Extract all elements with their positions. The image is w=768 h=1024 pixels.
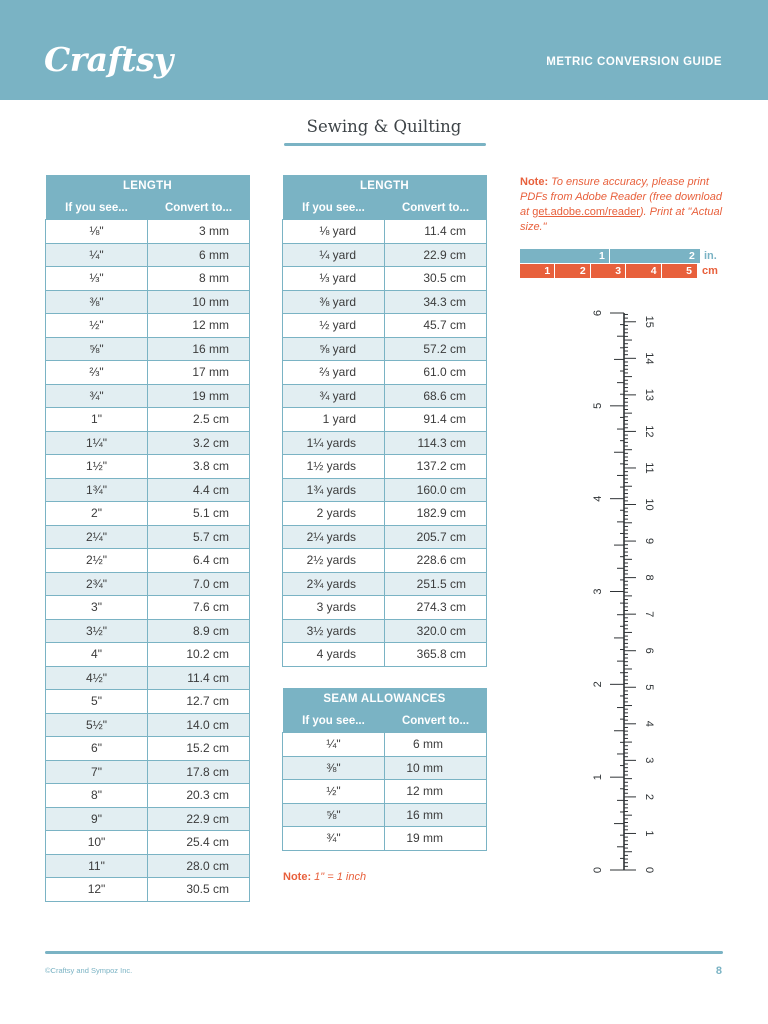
cm-tick — [590, 264, 591, 278]
cm-number: 15 — [643, 315, 655, 328]
measure-cell: ⅝ yard — [283, 337, 385, 361]
measure-cell: 1¾" — [46, 478, 148, 502]
table-row — [46, 831, 250, 855]
measure-cell: ½" — [283, 780, 385, 804]
measure-cell: 1¼" — [46, 431, 148, 455]
measure-cell: ¾ yard — [283, 384, 385, 408]
measure-cell: ⅓ yard — [283, 267, 385, 291]
cm-label: 2 — [579, 265, 586, 277]
measure-cell: 11" — [46, 854, 148, 878]
cm-number: 3 — [643, 757, 655, 764]
table-row — [46, 549, 250, 573]
measure-cell: ¼ yard — [283, 243, 385, 267]
length-yards-table — [282, 175, 487, 667]
table-title: LENGTH — [46, 175, 250, 197]
converted-cell: 11.4 cm — [385, 220, 487, 244]
accuracy-note — [520, 175, 725, 235]
converted-cell: 91.4 cm — [385, 408, 487, 432]
measure-cell: ¾" — [283, 827, 385, 851]
converted-cell: 251.5 cm — [385, 572, 487, 596]
measure-cell: 2½ yards — [283, 549, 385, 573]
cm-number: 11 — [643, 462, 655, 474]
table-row — [46, 690, 250, 714]
table-row — [46, 643, 250, 667]
note-label: Note: — [520, 176, 549, 188]
inch-number: 1 — [592, 774, 604, 781]
converted-cell: 16 mm — [148, 337, 250, 361]
cm-unit-label: cm — [702, 265, 718, 277]
vertical-ruler — [588, 305, 668, 885]
table-row — [46, 290, 250, 314]
table-row — [283, 314, 487, 338]
inch-number: 3 — [592, 588, 604, 595]
converted-cell: 10 mm — [148, 290, 250, 314]
measure-cell: 1" — [46, 408, 148, 432]
table-row — [46, 408, 250, 432]
converted-cell: 12 mm — [148, 314, 250, 338]
cm-label: 3 — [615, 265, 622, 277]
inch-number: 6 — [592, 309, 604, 317]
converted-cell: 17 mm — [148, 361, 250, 385]
converted-cell: 61.0 cm — [385, 361, 487, 385]
measure-cell: ⅛" — [46, 220, 148, 244]
converted-cell: 57.2 cm — [385, 337, 487, 361]
table-row — [283, 827, 487, 851]
table-row — [283, 408, 487, 432]
converted-cell: 34.3 cm — [385, 290, 487, 314]
converted-cell: 19 mm — [148, 384, 250, 408]
converted-cell: 8.9 cm — [148, 619, 250, 643]
converted-cell: 30.5 cm — [385, 267, 487, 291]
inch-note — [283, 870, 366, 885]
table-row — [46, 666, 250, 690]
measure-cell: 1½" — [46, 455, 148, 479]
cm-number: 13 — [643, 388, 655, 401]
table-row — [283, 243, 487, 267]
converted-cell: 6 mm — [148, 243, 250, 267]
cm-number: 12 — [643, 425, 655, 438]
measure-cell: ¼" — [46, 243, 148, 267]
inch-number: 2 — [592, 681, 604, 688]
table-row — [46, 455, 250, 479]
table-row — [283, 478, 487, 502]
table-row — [46, 220, 250, 244]
cm-number: 4 — [643, 720, 655, 727]
converted-cell: 22.9 cm — [385, 243, 487, 267]
converted-cell: 320.0 cm — [385, 619, 487, 643]
measure-cell: 1¼ yards — [283, 431, 385, 455]
converted-cell: 15.2 cm — [148, 737, 250, 761]
converted-cell: 28.0 cm — [148, 854, 250, 878]
cm-tick — [625, 264, 626, 278]
measure-cell: 4 yards — [283, 643, 385, 667]
measure-cell: 2½" — [46, 549, 148, 573]
inch-unit-label: in. — [704, 250, 717, 262]
table-row — [46, 572, 250, 596]
measure-cell: 7" — [46, 760, 148, 784]
cm-number: 1 — [643, 830, 655, 837]
converted-cell: 4.4 cm — [148, 478, 250, 502]
converted-cell: 30.5 cm — [148, 878, 250, 902]
note-text: To ensure accuracy, please print PDFs from Adobe Reader (free download at — [520, 176, 722, 218]
measure-cell: 1½ yards — [283, 455, 385, 479]
table-row — [46, 267, 250, 291]
converted-cell: 5.7 cm — [148, 525, 250, 549]
table-title: SEAM ALLOWANCES — [283, 688, 487, 710]
converted-cell: 20.3 cm — [148, 784, 250, 808]
cm-label: 4 — [650, 265, 657, 277]
cm-number: 9 — [643, 538, 655, 545]
cm-bar — [520, 264, 697, 278]
measure-cell: 1¾ yards — [283, 478, 385, 502]
table-row — [46, 878, 250, 902]
inch-label: 1 — [599, 250, 605, 262]
table-row — [283, 733, 487, 757]
measure-cell: 4" — [46, 643, 148, 667]
page-number: 8 — [715, 965, 722, 977]
measure-cell: 2 yards — [283, 502, 385, 526]
converted-cell: 8 mm — [148, 267, 250, 291]
column-header-convert: Convert to... — [385, 710, 487, 733]
measure-cell: 3½" — [46, 619, 148, 643]
converted-cell: 10.2 cm — [148, 643, 250, 667]
table-row — [46, 361, 250, 385]
measure-cell: 2¼ yards — [283, 525, 385, 549]
measure-cell: ⅝" — [46, 337, 148, 361]
cm-number: 6 — [643, 647, 655, 654]
column-header-see: If you see... — [46, 197, 148, 220]
copyright: ©Craftsy and Sympoz Inc. — [45, 966, 133, 975]
converted-cell: 114.3 cm — [385, 431, 487, 455]
table-row — [283, 643, 487, 667]
converted-cell: 12 mm — [385, 780, 487, 804]
measure-cell: 5½" — [46, 713, 148, 737]
table-row — [283, 220, 487, 244]
table-row — [46, 737, 250, 761]
measure-cell: 9" — [46, 807, 148, 831]
measure-cell: 12" — [46, 878, 148, 902]
header-band — [0, 0, 768, 100]
inch-bar — [520, 249, 700, 263]
table-row — [46, 854, 250, 878]
measure-cell: 4½" — [46, 666, 148, 690]
table-row — [283, 549, 487, 573]
inch-label: 2 — [689, 250, 695, 262]
table-row — [283, 803, 487, 827]
table-row — [283, 337, 487, 361]
converted-cell: 182.9 cm — [385, 502, 487, 526]
note-text: 1" = 1 inch — [311, 871, 367, 883]
table-row — [283, 384, 487, 408]
converted-cell: 2.5 cm — [148, 408, 250, 432]
cm-number: 5 — [643, 684, 655, 691]
converted-cell: 3.2 cm — [148, 431, 250, 455]
table-row — [46, 314, 250, 338]
table-row — [46, 525, 250, 549]
measure-cell: ¼" — [283, 733, 385, 757]
column-header-see: If you see... — [283, 197, 385, 220]
converted-cell: 11.4 cm — [148, 666, 250, 690]
table-row — [283, 455, 487, 479]
measure-cell: 6" — [46, 737, 148, 761]
title-underline — [284, 143, 486, 146]
length-inches-table — [45, 175, 250, 902]
table-row — [283, 756, 487, 780]
table-title: LENGTH — [283, 175, 487, 197]
table-row — [283, 619, 487, 643]
converted-cell: 365.8 cm — [385, 643, 487, 667]
note-text-end: ). Print at "Actual size." — [520, 206, 723, 233]
converted-cell: 68.6 cm — [385, 384, 487, 408]
converted-cell: 274.3 cm — [385, 596, 487, 620]
table-row — [46, 431, 250, 455]
measure-cell: ½" — [46, 314, 148, 338]
cm-number: 7 — [643, 611, 655, 618]
measure-cell: 2¾" — [46, 572, 148, 596]
cm-number: 8 — [643, 574, 655, 581]
table-row — [46, 596, 250, 620]
measure-cell: ⅜" — [283, 756, 385, 780]
column-header-convert: Convert to... — [148, 197, 250, 220]
table-row — [46, 619, 250, 643]
table-row — [46, 502, 250, 526]
cm-number: 2 — [643, 793, 655, 800]
cm-number: 10 — [643, 498, 655, 511]
cm-number: 0 — [643, 866, 655, 874]
converted-cell: 19 mm — [385, 827, 487, 851]
cm-tick — [554, 264, 555, 278]
torn-paper-edge — [0, 88, 768, 108]
table-row — [46, 807, 250, 831]
note-label: Note: — [283, 871, 312, 883]
table-row — [283, 572, 487, 596]
adobe-reader-link[interactable]: get.adobe.com/reader — [532, 206, 640, 218]
measure-cell: 10" — [46, 831, 148, 855]
measure-cell: 1 yard — [283, 408, 385, 432]
measure-cell: 3 yards — [283, 596, 385, 620]
converted-cell: 7.0 cm — [148, 572, 250, 596]
measure-cell: ¾" — [46, 384, 148, 408]
measure-cell: ⅔ yard — [283, 361, 385, 385]
measure-cell: 3" — [46, 596, 148, 620]
inch-tick — [609, 249, 610, 263]
column-header-see: If you see... — [283, 710, 385, 733]
inch-number: 4 — [592, 495, 604, 502]
page-title: Sewing & Quilting — [306, 117, 462, 136]
inch-number: 0 — [592, 866, 604, 874]
table-row — [46, 243, 250, 267]
measure-cell: ⅜" — [46, 290, 148, 314]
table-row — [46, 478, 250, 502]
table-row — [283, 431, 487, 455]
seam-allowances-table — [282, 688, 487, 851]
converted-cell: 25.4 cm — [148, 831, 250, 855]
converted-cell: 45.7 cm — [385, 314, 487, 338]
converted-cell: 6.4 cm — [148, 549, 250, 573]
table-row — [46, 713, 250, 737]
table-row — [46, 784, 250, 808]
table-row — [46, 337, 250, 361]
measure-cell: ½ yard — [283, 314, 385, 338]
inch-number: 5 — [592, 402, 604, 409]
converted-cell: 3.8 cm — [148, 455, 250, 479]
measure-cell: 5" — [46, 690, 148, 714]
guide-title: METRIC CONVERSION GUIDE — [546, 56, 722, 68]
footer-rule — [45, 951, 723, 954]
converted-cell: 16 mm — [385, 803, 487, 827]
measure-cell: 3½ yards — [283, 619, 385, 643]
table-row — [283, 596, 487, 620]
column-header-convert: Convert to... — [385, 197, 487, 220]
craftsy-logo[interactable]: Craftsy — [44, 40, 173, 79]
converted-cell: 17.8 cm — [148, 760, 250, 784]
measure-cell: 2¾ yards — [283, 572, 385, 596]
table-row — [283, 502, 487, 526]
converted-cell: 14.0 cm — [148, 713, 250, 737]
measure-cell: ⅓" — [46, 267, 148, 291]
measure-cell: ⅛ yard — [283, 220, 385, 244]
table-row — [46, 760, 250, 784]
cm-label: 1 — [544, 265, 551, 277]
converted-cell: 12.7 cm — [148, 690, 250, 714]
table-row — [283, 290, 487, 314]
converted-cell: 5.1 cm — [148, 502, 250, 526]
table-row — [283, 361, 487, 385]
converted-cell: 10 mm — [385, 756, 487, 780]
cm-tick — [661, 264, 662, 278]
converted-cell: 6 mm — [385, 733, 487, 757]
converted-cell: 205.7 cm — [385, 525, 487, 549]
converted-cell: 228.6 cm — [385, 549, 487, 573]
converted-cell: 137.2 cm — [385, 455, 487, 479]
cm-label: 5 — [686, 265, 692, 277]
table-row — [283, 267, 487, 291]
measure-cell: ⅔" — [46, 361, 148, 385]
measure-cell: ⅜ yard — [283, 290, 385, 314]
converted-cell: 3 mm — [148, 220, 250, 244]
measure-cell: 2¼" — [46, 525, 148, 549]
cm-number: 14 — [643, 352, 655, 365]
converted-cell: 160.0 cm — [385, 478, 487, 502]
table-row — [46, 384, 250, 408]
measure-cell: 8" — [46, 784, 148, 808]
table-row — [283, 525, 487, 549]
converted-cell: 7.6 cm — [148, 596, 250, 620]
table-row — [283, 780, 487, 804]
converted-cell: 22.9 cm — [148, 807, 250, 831]
measure-cell: ⅝" — [283, 803, 385, 827]
measure-cell: 2" — [46, 502, 148, 526]
